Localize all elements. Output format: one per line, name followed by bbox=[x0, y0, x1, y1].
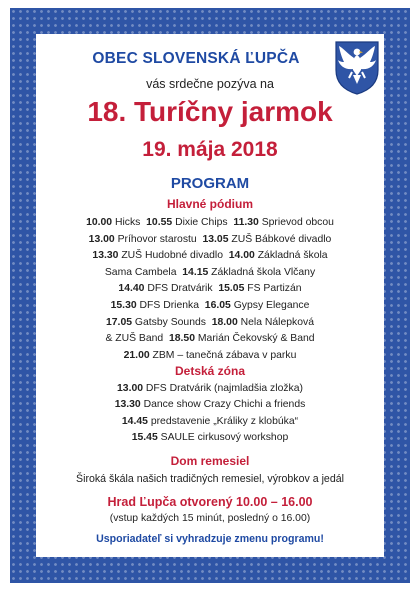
castle-heading: Hrad Ľupča otvorený 10.00 – 16.00 bbox=[107, 495, 313, 509]
time-label: 13.05 bbox=[202, 233, 229, 245]
performer-label: Marián Čekovský & Band bbox=[197, 333, 315, 345]
time-label: 17.05 bbox=[106, 316, 133, 328]
time-label: 15.05 bbox=[218, 283, 245, 295]
organizer-title: OBEC SLOVENSKÁ ĽUPČA bbox=[92, 50, 300, 67]
performer-label: SAULE cirkusový workshop bbox=[160, 432, 289, 444]
time-label: 13.00 bbox=[88, 233, 115, 245]
main-stage-line bbox=[36, 250, 384, 261]
performer-label: Sama Cambela bbox=[104, 266, 177, 278]
main-stage-line bbox=[36, 283, 384, 294]
performer-label: ZUŠ Bábkové divadlo bbox=[231, 233, 332, 245]
organizer-note: Usporiadateľ si vyhradzuje zmenu programu! bbox=[96, 533, 324, 545]
performer-label: FS Partizán bbox=[247, 283, 302, 295]
main-stage-line bbox=[36, 333, 384, 344]
time-label: 16.05 bbox=[204, 300, 231, 311]
poster-panel bbox=[36, 34, 384, 557]
time-label: 18.00 bbox=[211, 316, 238, 328]
kids-zone-line bbox=[36, 432, 384, 443]
invitation-text: vás srdečne pozýva na bbox=[146, 77, 274, 91]
time-label: 21.00 bbox=[123, 349, 150, 361]
main-stage-line bbox=[36, 217, 384, 228]
performer-label: Dixie Chips bbox=[175, 217, 228, 228]
poster-frame bbox=[10, 8, 410, 583]
time-label: 10.55 bbox=[146, 217, 173, 228]
time-label: 13.30 bbox=[114, 399, 141, 411]
performer-label: Hicks bbox=[114, 217, 141, 228]
crafts-heading: Dom remesiel bbox=[170, 454, 250, 468]
time-label: 14.45 bbox=[121, 415, 148, 427]
castle-text: (vstup každých 15 minút, posledný o 16.00) bbox=[109, 513, 311, 524]
event-date: 19. mája 2018 bbox=[142, 138, 278, 161]
time-label: 13.00 bbox=[117, 383, 144, 394]
time-label: 14.40 bbox=[118, 283, 145, 295]
performer-label: Príhovor starostu bbox=[117, 233, 197, 245]
performer-label: Základná škola Vlčany bbox=[211, 266, 316, 278]
performer-label: predstavenie „Králiky z klobúka“ bbox=[150, 415, 299, 427]
performer-label: Nela Nálepková bbox=[240, 316, 314, 328]
performer-label: & ZUŠ Band bbox=[105, 333, 164, 345]
performer-label: DFS Drienka bbox=[139, 300, 200, 311]
main-stage-line bbox=[36, 350, 384, 361]
performer-label: DFS Dratvárik (najmladšia zložka) bbox=[145, 383, 303, 394]
time-label: 14.15 bbox=[182, 266, 209, 278]
performer-label: Sprievod obcou bbox=[261, 217, 334, 228]
crafts-text: Široká škála našich tradičných remesiel, výrobkov a jedál bbox=[76, 473, 344, 485]
main-stage-line bbox=[36, 300, 384, 311]
main-stage-line bbox=[36, 234, 384, 245]
kids-zone-heading: Detská zóna bbox=[174, 364, 246, 378]
performer-label: DFS Dratvárik bbox=[147, 283, 213, 295]
main-stage-line bbox=[36, 317, 384, 328]
performer-label: Gypsy Elegance bbox=[233, 300, 310, 311]
kids-zone-line bbox=[36, 399, 384, 410]
performer-label: ZUŠ Hudobné divadlo bbox=[121, 250, 223, 262]
performer-label: Dance show Crazy Chichi a friends bbox=[143, 399, 306, 411]
time-label: 13.30 bbox=[92, 250, 119, 262]
kids-zone-line bbox=[36, 383, 384, 394]
kids-zone-line bbox=[36, 416, 384, 427]
performer-label: ZBM – tanečná zábava v parku bbox=[152, 349, 297, 361]
performer-label: Gatsby Sounds bbox=[134, 316, 206, 328]
performer-label: Základná škola bbox=[257, 250, 328, 262]
time-label: 14.00 bbox=[228, 250, 255, 262]
event-title: 18. Turíčny jarmok bbox=[87, 96, 333, 127]
time-label: 11.30 bbox=[233, 217, 259, 228]
main-stage-heading: Hlavné pódium bbox=[166, 197, 253, 211]
time-label: 15.30 bbox=[110, 300, 137, 311]
time-label: 10.00 bbox=[86, 217, 113, 228]
main-stage-line bbox=[36, 267, 384, 278]
program-heading: PROGRAM bbox=[170, 175, 250, 192]
time-label: 15.45 bbox=[131, 432, 158, 444]
time-label: 18.50 bbox=[168, 333, 195, 345]
